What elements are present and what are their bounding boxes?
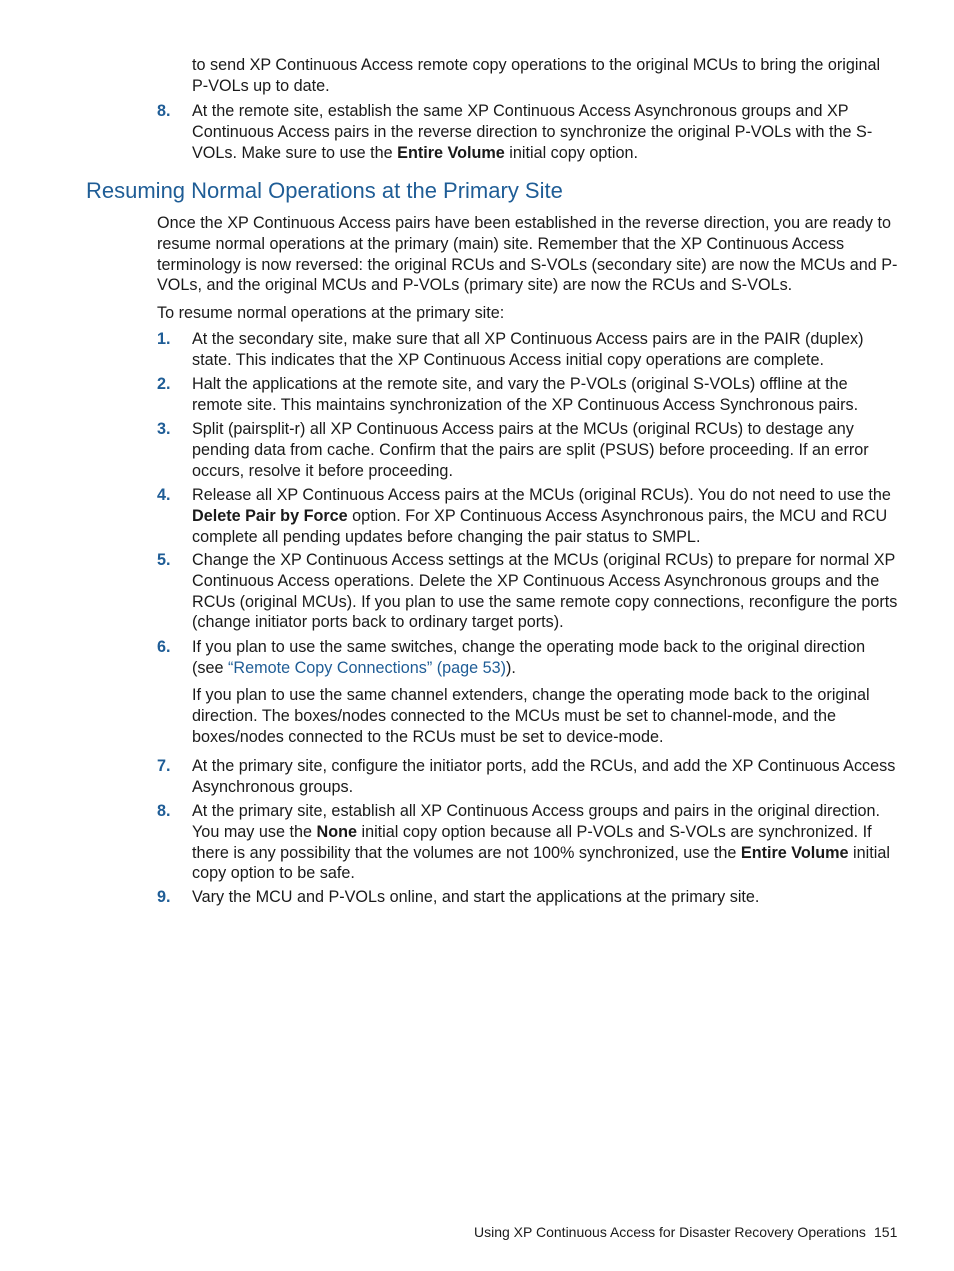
step-text: Halt the applications at the remote site, and vary the P-VOLs (original S-VOLs) offline at the remote site. This maintains synchronization of the XP Continuous Access Synchronous pairs.: [192, 375, 859, 414]
step-number: 8.: [157, 102, 171, 120]
lead-paragraph: To resume normal operations at the primary site:: [157, 304, 505, 322]
bold-term: Delete Pair by Force: [192, 506, 348, 525]
page-number: 151: [874, 1224, 898, 1240]
step-sub-paragraph: If you plan to use the same channel extenders, change the operating mode back to the original direction. The boxes/nodes connected to the MCUs must be set to channel-mode, and the boxes/nodes connected to the RCUs must be set to device-mode.: [192, 686, 870, 746]
step-number: 6.: [157, 638, 171, 656]
step-text: Vary the MCU and P-VOLs online, and start the applications at the primary site.: [192, 888, 760, 906]
bold-term: Entire Volume: [740, 843, 849, 862]
section-heading: Resuming Normal Operations at the Primary Site: [86, 178, 563, 203]
footer-title: Using XP Continuous Access for Disaster Recovery Operations: [474, 1224, 866, 1240]
step-text: At the primary site, establish all XP Continuous Access groups and pairs in the original direction. You may use the None initial copy option because all P-VOLs and S-VOLs are synchronized. If there is any possibility that the volumes are not 100% synchronized, use the Entire Volume initial copy option to be safe.: [192, 802, 890, 883]
step-number: 9.: [157, 888, 171, 906]
cross-reference-link[interactable]: “Remote Copy Connections” (page 53): [228, 658, 507, 677]
step-text: Split (pairsplit-r) all XP Continuous Access pairs at the MCUs (original RCUs) to destage any pending data from cache. Confirm that the pairs are split (PSUS) before proceeding. If an error occurs, resolve it before proceeding.: [192, 420, 869, 480]
step-text: If you plan to use the same switches, change the operating mode back to the original direction (see “Remote Copy Connections” (page 53)).: [192, 638, 866, 677]
step-text: At the secondary site, make sure that all XP Continuous Access pairs are in the PAIR (duplex) state. This indicates that the XP Continuous Access initial copy operations are complete.: [192, 330, 864, 369]
step-number: 8.: [157, 802, 171, 820]
intro-paragraph: Once the XP Continuous Access pairs have been established in the reverse direction, you are ready to resume normal operations at the primary (main) site. Remember that the XP Continuous Access terminology is now reversed: the original RCUs and S-VOLs (secondary site) are now the MCUs and P-VOLs, and the original MCUs and P-VOLs (primary site) are now the RCUs and S-VOLs.: [157, 214, 898, 295]
bold-term: None: [316, 822, 357, 841]
step-text: At the primary site, configure the initiator ports, add the RCUs, and add the XP Continuous Access Asynchronous groups.: [192, 757, 896, 796]
step-text: Change the XP Continuous Access settings at the MCUs (original RCUs) to prepare for normal XP Continuous Access operations. Delete the XP Continuous Access Asynchronous groups and the RCUs (original MCUs). If you plan to use the same remote copy connections, reconfigure the ports (change initiator ports back to ordinary target ports).: [192, 551, 898, 632]
step-number: 7.: [157, 757, 171, 775]
bold-term: Entire Volume: [397, 143, 505, 162]
step-number: 5.: [157, 551, 171, 569]
step-number: 2.: [157, 375, 171, 393]
step-text: At the remote site, establish the same XP Continuous Access Asynchronous groups and XP Continuous Access pairs in the reverse direction to synchronize the original P-VOLs with the S-VOLs. Make sure to use the Entire Volume initial copy option.: [192, 102, 873, 162]
step-text: Release all XP Continuous Access pairs at the MCUs (original RCUs). You do not need to use the Delete Pair by Force option. For XP Continuous Access Asynchronous pairs, the MCU and RCU complete all pending updates before changing the pair status to SMPL.: [192, 486, 891, 546]
step-number: 3.: [157, 420, 171, 438]
continued-paragraph: to send XP Continuous Access remote copy operations to the original MCUs to bring the original P-VOLs up to date.: [192, 56, 881, 95]
step-number: 4.: [157, 486, 171, 504]
step-number: 1.: [157, 330, 171, 348]
